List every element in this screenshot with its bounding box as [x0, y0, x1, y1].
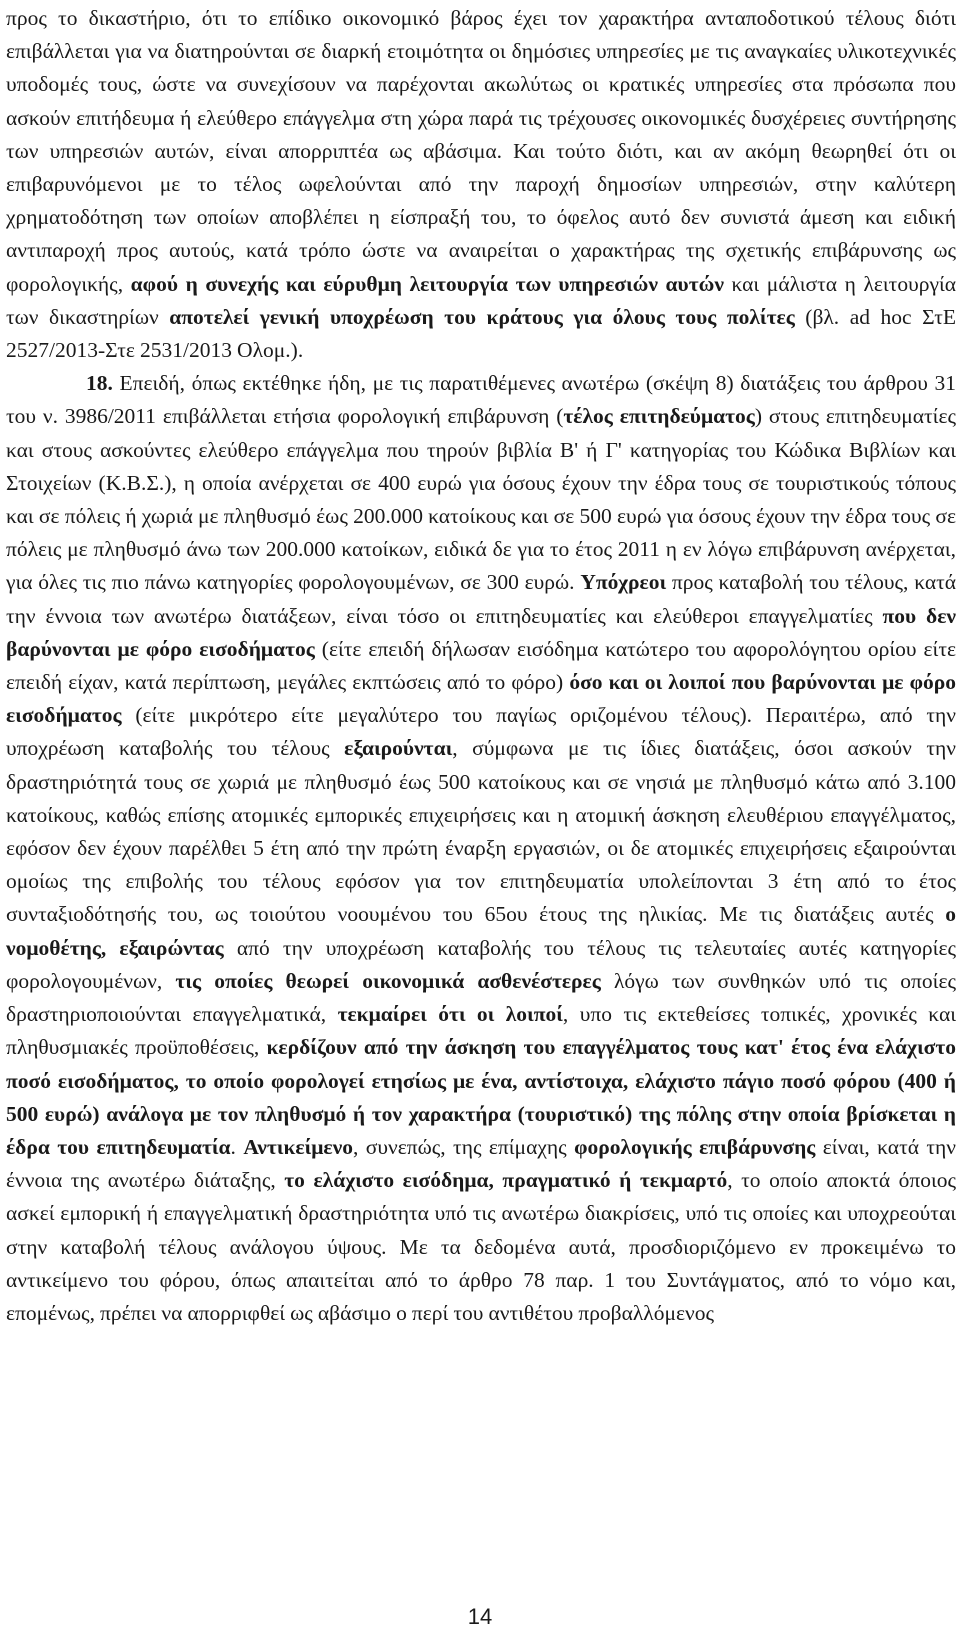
bold-text-run: τις οποίες θεωρεί οικονομικά ασθενέστερες	[175, 968, 601, 993]
bold-text-run: τέλος επιτηδεύματος	[563, 404, 755, 429]
bold-text-run: φορολογικής επιβάρυνσης	[574, 1134, 816, 1159]
text-run: (είτε μικρότερο είτε μεγαλύτερο του παγίως οριζομένου τέλους). Περαιτέρω, από την υποχρέωση καταβολής του τέλους	[6, 703, 956, 761]
text-run: , το οποίο αποκτά όποιος ασκεί εμπορική ή επαγγελματική δραστηριότητα υπό τις ανωτέρω διακρίσεις, υπό τις οποίες και υποχρεούται στην καταβολή τέλους ανάλογου ύψους. Με τα δεδομένα αυτά, προσδιοριζόμενο εν προκειμένω το αντικείμενο του φόρου, όπως απαιτείται από το άρθρο 78 παρ. 1 του Συντάγματος, από το νόμο και, επομένως, πρέπει να απορριφθεί ως αβάσιμο ο περί του αντιθέτου προβαλλόμενος	[6, 1168, 957, 1325]
bold-text-run: ο νομοθέτης, εξαιρώντας	[6, 902, 956, 960]
text-run: (είτε επειδή δήλωσαν εισόδημα κατώτερο του αφορολόγητου ορίου είτε επειδή είχαν, κατά περίπτωση, μεγάλες εκπτώσεις από το φόρο)	[6, 636, 956, 695]
text-run: , υπο τις εκτεθείσες τοπικές, χρονικές και πληθυσμιακές προϋποθέσεις,	[6, 1002, 956, 1060]
text-run: .	[230, 1134, 244, 1159]
text-run: προς το δικαστήριο, ότι το επίδικο οικονομικό βάρος έχει τον χαρακτήρα ανταποδοτικού τέλους διότι επιβάλλεται για να διατηρούνται σε διαρκή ετοιμότητα οι δημόσιες υπηρεσίες με τις αναγκαίες υλικοτεχνικές υποδομές τους, ώστε να συνεχίσουν να παρέχονται ακωλύτως οι κρατικές υπηρεσίες στα πρόσωπα που ασκούν επιτήδευμα ή ελεύθερο επάγγελμα στη χώρα παρά τις τρέχουσες οικονομικές δυσχέρειες συντήρησης των υπηρεσιών αυτών, είναι απορριπτέα ως αβάσιμα. Και τούτο διότι, και αν ακόμη θεωρηθεί ότι οι επιβαρυνόμενοι με το τέλος ωφελούνται από την παροχή δημοσίων υπηρεσιών, στην καλύτερη χρηματοδότηση των οποίων αποβλέπει η είσπραξή του, το όφελος αυτό δεν συνιστά άμεση και ειδική αντιπαροχή προς αυτούς, κατά τρόπο ώστε να αναιρείται ο χαρακτήρας της σχετικής επιβάρυνσης ως φορολογικής,	[6, 6, 956, 296]
text-run: ) στους επιτηδευματίες και στους ασκούντες ελεύθερο επάγγελμα που τηρούν βιβλία Β' ή Γ' κατηγορίας του Κώδικα Βιβλίων και Στοιχείων (Κ.Β.Σ.), η οποία ανέρχεται σε 400 ευρώ για όσους έχουν την έδρα τους σε τουριστικούς τόπους και σε πόλεις ή χωριά με πληθυσμό έως 200.000 κατοίκους και σε 500 ευρώ για όσους έχουν την έδρα τους σε πόλεις με πληθυσμό άνω των 200.000 κατοίκων, ειδικά δε για το έτος 2011 η εν λόγω επιβάρυνση ανέρχεται, για όλες τις πιο πάνω κατηγορίες φορολογουμένων, σε 300 ευρώ.	[6, 404, 956, 595]
text-run: από την υποχρέωση καταβολής του τέλους τις τελευταίες αυτές κατηγορίες φορολογουμένων,	[6, 935, 956, 993]
bold-text-run: αφού η συνεχής και εύρυθμη λειτουργία των υπηρεσιών αυτών	[130, 271, 724, 296]
page-number: 14	[467, 1604, 493, 1629]
bold-text-run: κερδίζουν από την άσκηση του επαγγέλματος τους κατ' έτος ένα ελάχιστο ποσό εισοδήματος, το οποίο φορολογεί ετησίως με ένα, αντίστοιχα, ελάχιστο πάγιο ποσό φόρου (400 ή 500 ευρώ) ανάλογα με τον πληθυσμό ή τον χαρακτήρα (τουριστικό) της πόλης στην οποία βρίσκεται η έδρα του επιτηδευματία	[6, 1035, 957, 1159]
text-run: , συνεπώς, της επίμαχης	[352, 1134, 575, 1159]
bold-text-run: εξαιρούνται	[344, 736, 453, 761]
text-run: και μάλιστα η λειτουργία των δικαστηρίων	[6, 271, 956, 329]
text-run: λόγω των συνθηκών υπό τις οποίες δραστηριοποιούνται επαγγελματικά,	[6, 968, 956, 1027]
paragraph-18	[6, 367, 956, 1330]
text-run: είναι, κατά την έννοια της ανωτέρω διάταξης,	[6, 1134, 956, 1193]
bold-text-run: τεκμαίρει ότι οι λοιποί	[337, 1002, 563, 1027]
text-run: (βλ. ad hoc ΣτΕ 2527/2013-Στε 2531/2013 Ολομ.).	[6, 304, 956, 363]
bold-text-run: όσο και οι λοιποί που βαρύνονται με φόρο εισοδήματος	[6, 670, 956, 728]
text-run: , σύμφωνα με τις ίδιες διατάξεις, όσοι ασκούν την δραστηριότητά τους σε χωριά με πληθυσμό έως 500 κατοίκους και σε νησιά με πληθυσμό κάτω από 3.100 κατοίκους, καθώς επίσης ατομικές εμπορικές επιχειρήσεις και η ατομική άσκηση ελευθέριου επαγγέλματος, εφόσον δεν έχουν παρέλθει 5 έτη από την πρώτη έναρξη εργασιών, οι δε ατομικές επιχειρήσεις εξαιρούνται ομοίως της επιβολής του τέλους εφόσον για τον επιτηδευματία υπολείπονται 3 έτη από το έτος συνταξιοδότησής του, ως τοιούτου νοουμένου του 65ου έτους της ηλικίας. Με τις διατάξεις αυτές	[6, 736, 956, 927]
bold-text-run: Υπόχρεοι	[580, 570, 667, 595]
bold-text-run: Αντικείμενο	[243, 1134, 353, 1159]
bold-text-run: αποτελεί γενική υποχρέωση του κράτους για όλους τους πολίτες	[169, 304, 795, 329]
bold-text-run: το ελάχιστο εισόδημα, πραγματικό ή τεκμαρτό	[284, 1168, 728, 1193]
bold-text-run: που δεν βαρύνονται με φόρο εισοδήματος	[6, 603, 956, 661]
text-run: Επειδή, όπως εκτέθηκε ήδη, με τις παρατιθέμενες ανωτέρω (σκέψη 8) διατάξεις του άρθρου 31 του ν. 3986/2011 επιβάλλεται ετήσια φορολογική επιβάρυνση (	[6, 371, 956, 429]
paragraph-17-continued	[6, 2, 956, 367]
text-run: προς καταβολή του τέλους, κατά την έννοια των ανωτέρω διατάξεων, είναι τόσο οι επιτηδευματίες και ελεύθεροι επαγγελματίες	[6, 570, 957, 628]
paragraph-number: 18.	[86, 371, 113, 396]
